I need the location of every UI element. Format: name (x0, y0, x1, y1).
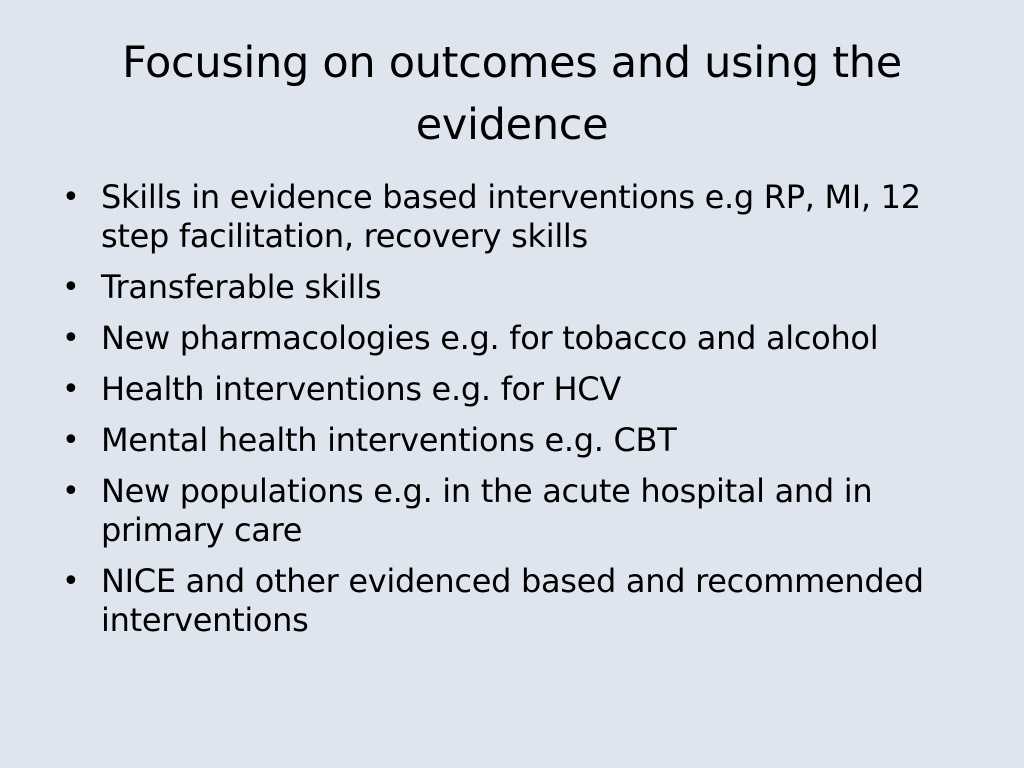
bullet-icon: • (62, 180, 80, 215)
bullet-list (56, 178, 986, 652)
list-item-text: Mental health interventions e.g. CBT (101, 421, 677, 459)
list-item (56, 178, 986, 256)
list-item (56, 472, 986, 550)
list-item (56, 562, 986, 640)
list-item (56, 421, 986, 460)
list-item-text: New pharmacologies e.g. for tobacco and alcohol (101, 319, 879, 357)
bullet-icon: • (62, 423, 80, 458)
list-item-text: Skills in evidence based interventions e.g RP, MI, 12 step facilitation, recovery skills (101, 178, 921, 255)
list-item-text: Health interventions e.g. for HCV (101, 370, 621, 408)
bullet-icon: • (62, 372, 80, 407)
list-item-text: Transferable skills (101, 268, 382, 306)
bullet-icon: • (62, 564, 80, 599)
list-item-text: New populations e.g. in the acute hospital and in primary care (101, 472, 873, 549)
list-item (56, 268, 986, 307)
list-item (56, 319, 986, 358)
bullet-icon: • (62, 270, 80, 305)
list-item-text: NICE and other evidenced based and recommended interventions (101, 562, 924, 639)
bullet-icon: • (62, 321, 80, 356)
slide-title: Focusing on outcomes and using the evidence (122, 38, 902, 150)
bullet-icon: • (62, 474, 80, 509)
list-item (56, 370, 986, 409)
